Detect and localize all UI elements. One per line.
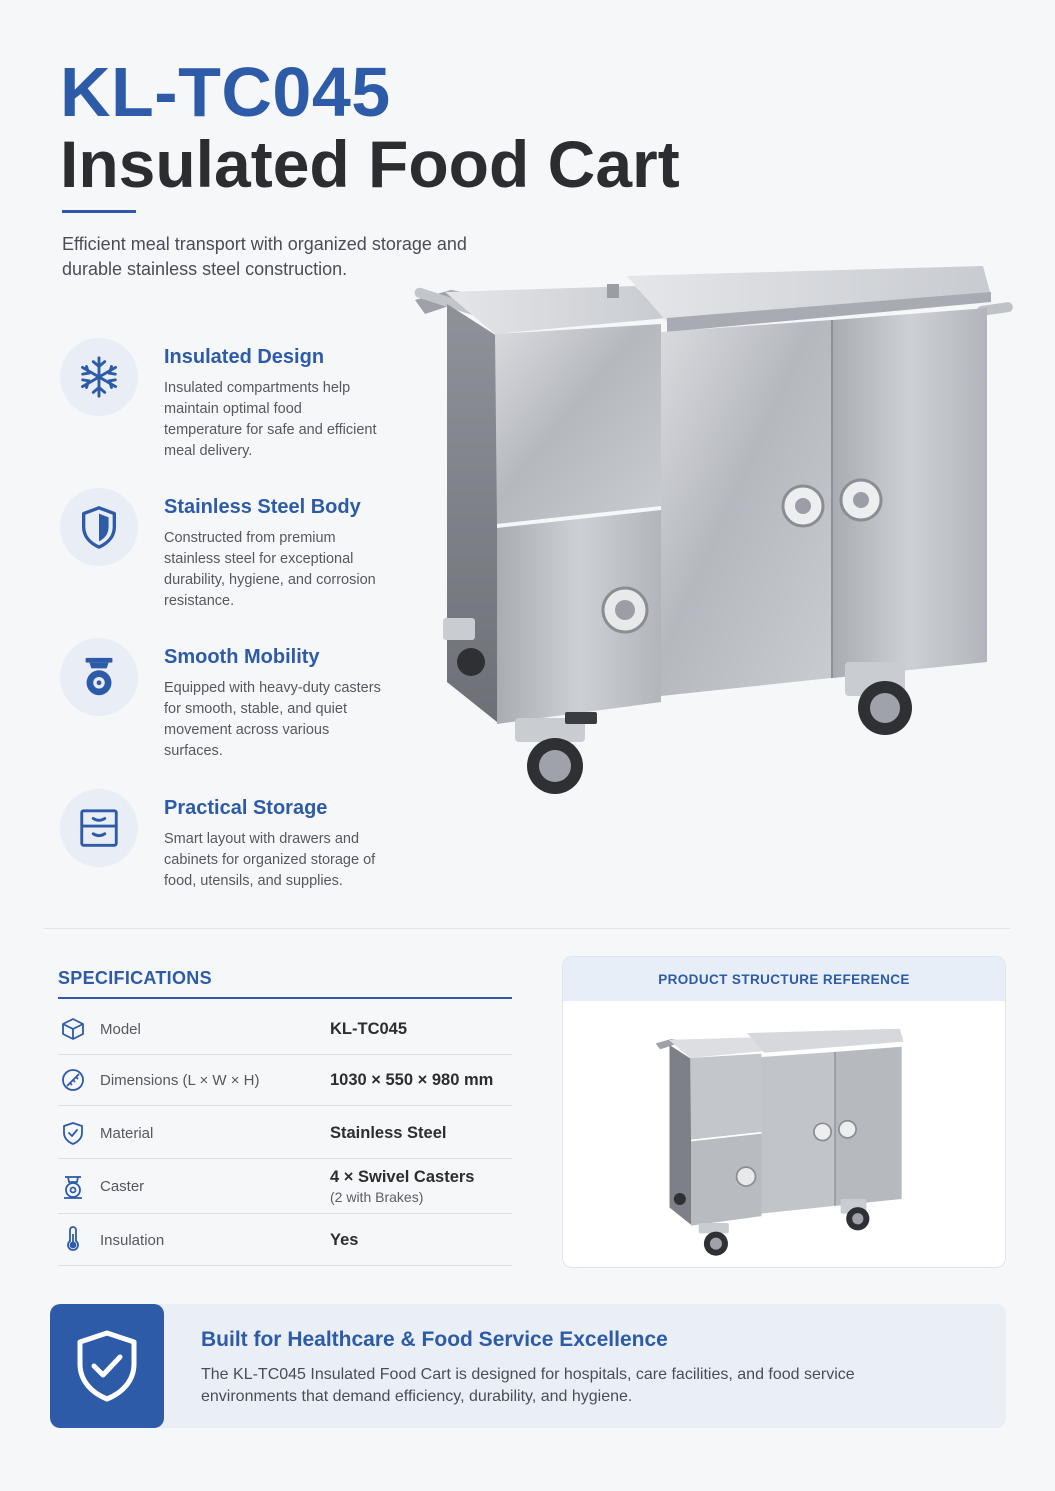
shield-check-icon [60, 1120, 86, 1146]
spec-label: Model [100, 1021, 141, 1038]
specifications-heading: SPECIFICATIONS [58, 968, 212, 988]
shield-icon [60, 488, 138, 566]
spec-label: Insulation [100, 1232, 165, 1249]
spec-row-dimensions [58, 1055, 512, 1106]
spec-value: Yes [330, 1231, 359, 1249]
feature-description: Constructed from premium stainless steel for exceptional durability, hygiene, and corrosion resistance. [164, 530, 376, 609]
ruler-icon [60, 1067, 86, 1093]
product-structure-heading: PRODUCT STRUCTURE REFERENCE [563, 957, 1005, 1001]
feature-title: Insulated Design [164, 346, 325, 368]
spec-value: 4 × Swivel Casters [330, 1168, 475, 1186]
intro-text: Efficient meal transport with organized storage and durable stainless steel construction. [62, 234, 467, 279]
spec-row-insulation [58, 1214, 512, 1266]
product-structure-card [562, 956, 1006, 1268]
caster-front-left [515, 712, 597, 794]
spec-label: Dimensions (L × W × H) [100, 1072, 260, 1089]
model-title: KL-TC045 [60, 53, 391, 131]
feature-description: Insulated compartments help maintain optimal food temperature for safe and efficient meal delivery. [164, 380, 377, 459]
section-divider [44, 928, 1010, 929]
feature-description: Equipped with heavy-duty casters for smooth, stable, and quiet movement across various surfaces. [164, 680, 381, 759]
spec-row-model [58, 1003, 512, 1055]
feature-title: Practical Storage [164, 797, 328, 819]
feature-description: Smart layout with drawers and cabinets for organized storage of food, utensils, and supplies. [164, 831, 376, 889]
food-cart-reference-image [651, 1027, 915, 1257]
caster-wheel-icon [60, 638, 138, 716]
snowflake-icon [60, 338, 138, 416]
spec-row-caster [58, 1159, 512, 1214]
shield-check-badge [50, 1304, 164, 1428]
food-cart-illustration [405, 262, 1017, 797]
spec-value: 1030 × 550 × 980 mm [330, 1071, 494, 1089]
spec-value: KL-TC045 [330, 1020, 408, 1038]
feature-title: Stainless Steel Body [164, 496, 361, 518]
drawer-cabinet-icon [60, 789, 138, 867]
spec-sub-value: (2 with Brakes) [330, 1189, 424, 1205]
thermometer-icon [60, 1226, 86, 1252]
banner-title: Built for Healthcare & Food Service Excellence [201, 1328, 668, 1351]
cube-icon [60, 1016, 86, 1042]
banner-text: The KL-TC045 Insulated Food Cart is designed for hospitals, care facilities, and food service environments that demand efficiency, durability, and hygiene. [201, 1366, 855, 1405]
caster-icon [60, 1174, 86, 1200]
spec-row-material [58, 1106, 512, 1159]
product-title: Insulated Food Cart [60, 127, 680, 201]
spec-value: Stainless Steel [330, 1124, 447, 1142]
shield-check-icon [74, 1329, 140, 1403]
healthcare-banner [50, 1304, 1006, 1428]
feature-title: Smooth Mobility [164, 646, 320, 668]
spec-label: Material [100, 1125, 154, 1142]
title-underline [62, 210, 136, 213]
specifications-underline [58, 997, 512, 999]
caster-front-right [845, 662, 912, 735]
spec-label: Caster [100, 1178, 145, 1195]
